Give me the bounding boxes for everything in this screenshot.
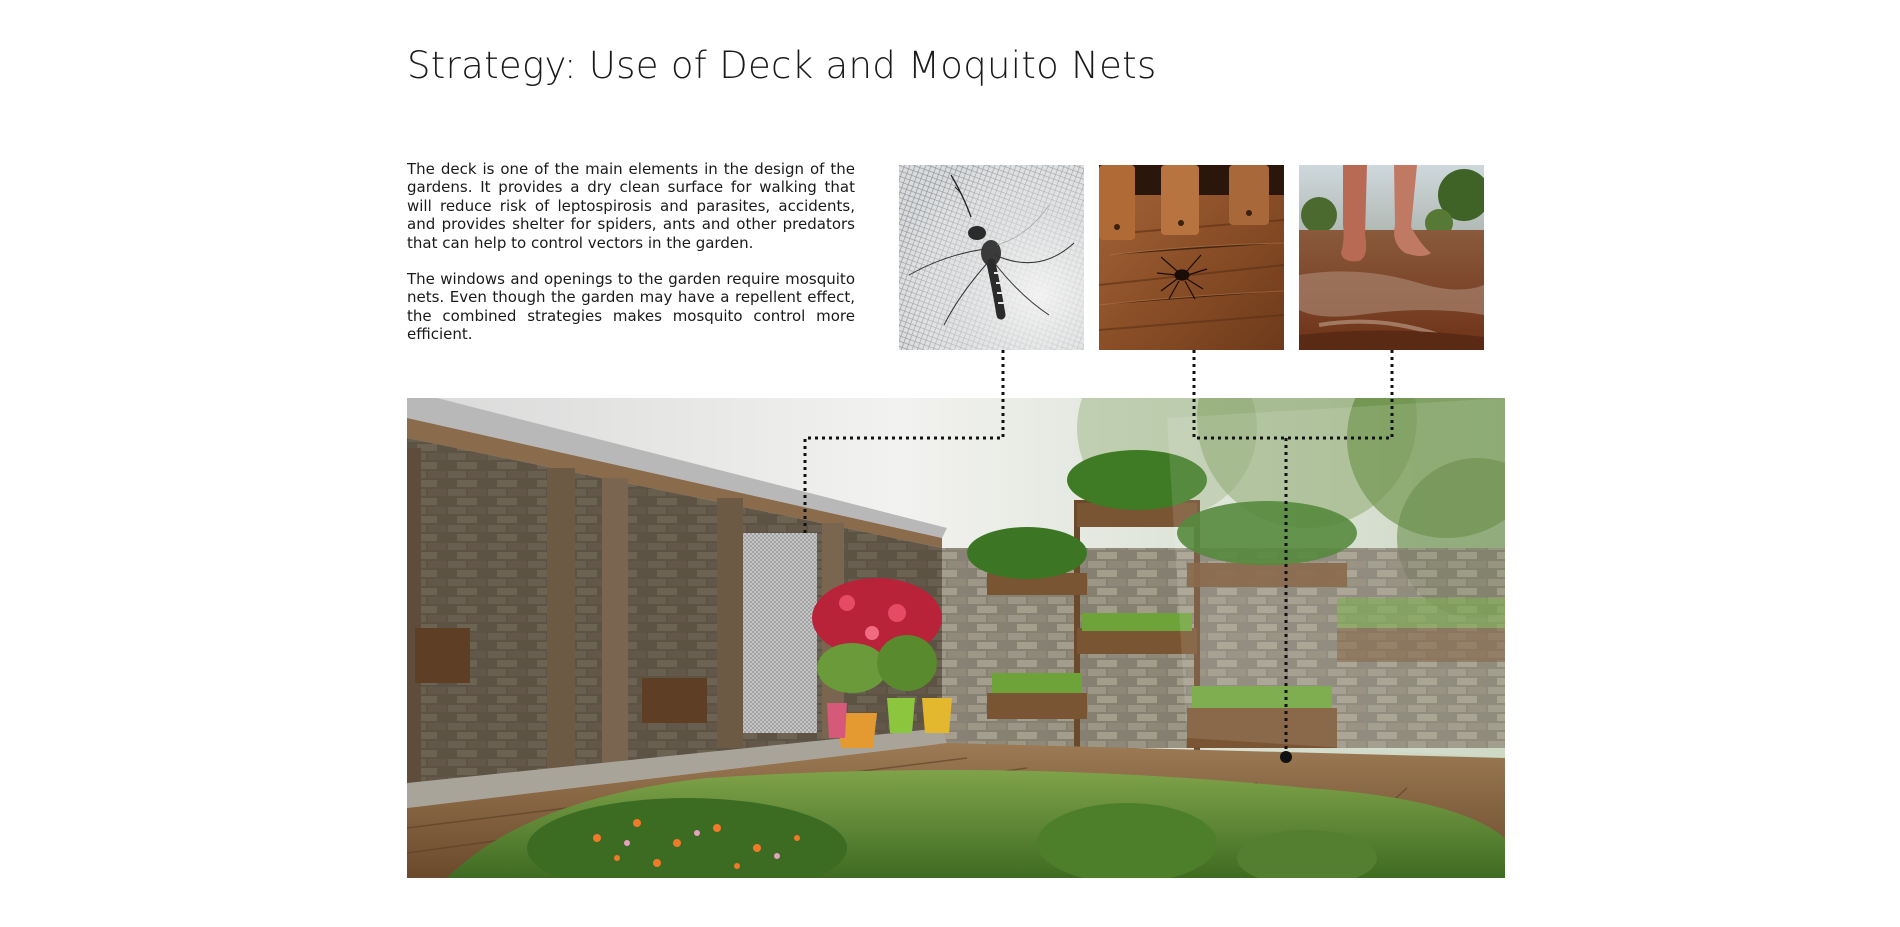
description-text bbox=[407, 160, 855, 362]
spider-on-deck-photo bbox=[1099, 165, 1284, 350]
feet-in-mud-photo bbox=[1299, 165, 1484, 350]
garden-deck-rendering bbox=[407, 398, 1505, 878]
paragraph-nets: The windows and openings to the garden require mosquito nets. Even though the garden may have a repellent effect, the combined strategies makes mosquito control more efficient. bbox=[407, 270, 855, 344]
page-title: Strategy: Use of Deck and Moquito Nets bbox=[407, 44, 1157, 87]
mosquito-on-net-photo bbox=[899, 165, 1084, 350]
paragraph-deck: The deck is one of the main elements in the design of the gardens. It provides a dry clean surface for walking that will reduce risk of leptospirosis and parasites, accidents, and provides shelter for spiders, ants and other predators that can help to control vectors in the garden. bbox=[407, 160, 855, 252]
mosquito-net-screen bbox=[737, 533, 817, 733]
